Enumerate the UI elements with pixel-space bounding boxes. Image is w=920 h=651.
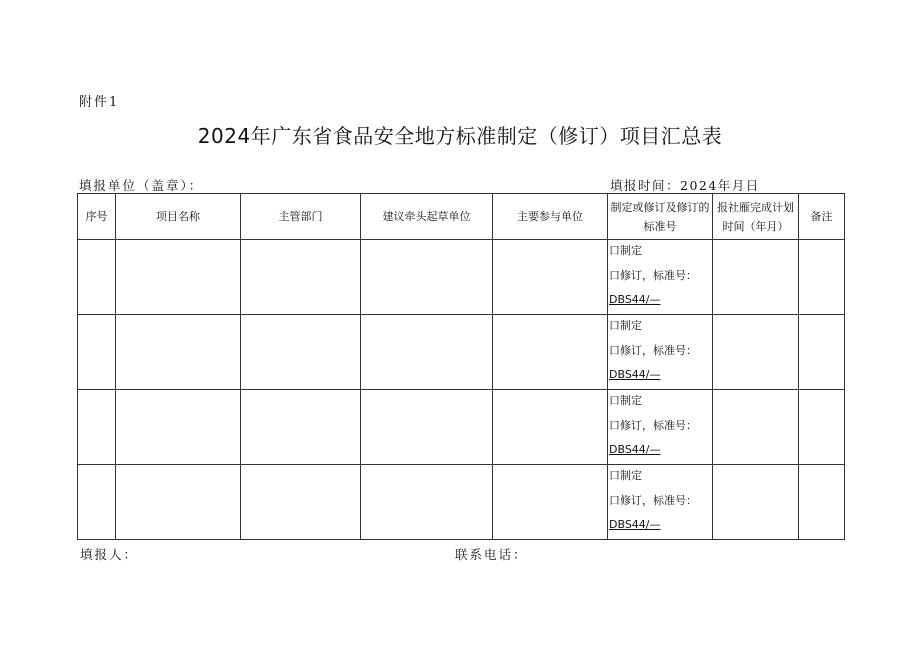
cell-project-name[interactable] bbox=[116, 315, 241, 390]
project-summary-table bbox=[77, 193, 845, 540]
cell-participants[interactable] bbox=[493, 465, 608, 540]
cell-plan-time[interactable] bbox=[713, 465, 799, 540]
cell-lead-drafter[interactable] bbox=[361, 315, 493, 390]
cell-index[interactable] bbox=[78, 465, 116, 540]
cell-department[interactable] bbox=[241, 315, 361, 390]
col-header-department: 主管部门 bbox=[241, 194, 361, 240]
standard-code-field[interactable]: DBS44/— bbox=[609, 443, 661, 456]
attachment-label: 附件1 bbox=[79, 95, 120, 110]
col-header-lead-drafter: 建议牵头起草单位 bbox=[361, 194, 493, 240]
cell-department[interactable] bbox=[241, 465, 361, 540]
cell-lead-drafter[interactable] bbox=[361, 390, 493, 465]
table-row bbox=[78, 465, 845, 540]
col-header-remarks: 备注 bbox=[799, 194, 845, 240]
cell-remarks[interactable] bbox=[799, 315, 845, 390]
page-title: 2024年广东省食品安全地方标准制定（修订）项目汇总表 bbox=[197, 124, 723, 148]
cell-standard-type bbox=[608, 315, 713, 390]
cell-remarks[interactable] bbox=[799, 240, 845, 315]
cell-plan-time[interactable] bbox=[713, 240, 799, 315]
standard-code-field[interactable]: DBS44/— bbox=[609, 293, 661, 306]
cell-standard-type bbox=[608, 465, 713, 540]
col-header-participants: 主要参与单位 bbox=[493, 194, 608, 240]
col-header-index: 序号 bbox=[78, 194, 116, 240]
cell-plan-time[interactable] bbox=[713, 390, 799, 465]
option-make[interactable]: 口制定 bbox=[609, 319, 642, 332]
option-make[interactable]: 口制定 bbox=[609, 244, 642, 257]
table-row bbox=[78, 315, 845, 390]
cell-lead-drafter[interactable] bbox=[361, 240, 493, 315]
cell-project-name[interactable] bbox=[116, 465, 241, 540]
cell-lead-drafter[interactable] bbox=[361, 465, 493, 540]
cell-department[interactable] bbox=[241, 240, 361, 315]
cell-participants[interactable] bbox=[493, 390, 608, 465]
cell-remarks[interactable] bbox=[799, 465, 845, 540]
cell-index[interactable] bbox=[78, 240, 116, 315]
table-row bbox=[78, 240, 845, 315]
cell-standard-type bbox=[608, 390, 713, 465]
fill-unit-label: 填报单位（盖章）： bbox=[79, 178, 204, 193]
cell-standard-type bbox=[608, 240, 713, 315]
cell-participants[interactable] bbox=[493, 240, 608, 315]
cell-project-name[interactable] bbox=[116, 240, 241, 315]
cell-remarks[interactable] bbox=[799, 390, 845, 465]
option-make[interactable]: 口制定 bbox=[609, 469, 642, 482]
cell-index[interactable] bbox=[78, 315, 116, 390]
cell-project-name[interactable] bbox=[116, 390, 241, 465]
cell-participants[interactable] bbox=[493, 315, 608, 390]
option-revise[interactable]: 口修订，标准号： bbox=[609, 419, 697, 432]
option-revise[interactable]: 口修订，标准号： bbox=[609, 344, 697, 357]
standard-code-field[interactable]: DBS44/— bbox=[609, 518, 661, 531]
option-revise[interactable]: 口修订，标准号： bbox=[609, 494, 697, 507]
col-header-project-name: 项目名称 bbox=[116, 194, 241, 240]
table-row bbox=[78, 390, 845, 465]
cell-index[interactable] bbox=[78, 390, 116, 465]
option-make[interactable]: 口制定 bbox=[609, 394, 642, 407]
header-row bbox=[78, 194, 845, 240]
col-header-standard-type: 制定或修订及修订的标准号 bbox=[608, 194, 713, 240]
option-revise[interactable]: 口修订，标准号： bbox=[609, 269, 697, 282]
cell-plan-time[interactable] bbox=[713, 315, 799, 390]
cell-department[interactable] bbox=[241, 390, 361, 465]
col-header-plan-time: 报社雁完成计划时间（年月） bbox=[713, 194, 799, 240]
phone-label: 联系电话： bbox=[455, 547, 528, 562]
standard-code-field[interactable]: DBS44/— bbox=[609, 368, 661, 381]
fill-person-label: 填报人： bbox=[80, 547, 139, 562]
fill-time-label: 填报时间：2024年月日 bbox=[610, 178, 760, 193]
